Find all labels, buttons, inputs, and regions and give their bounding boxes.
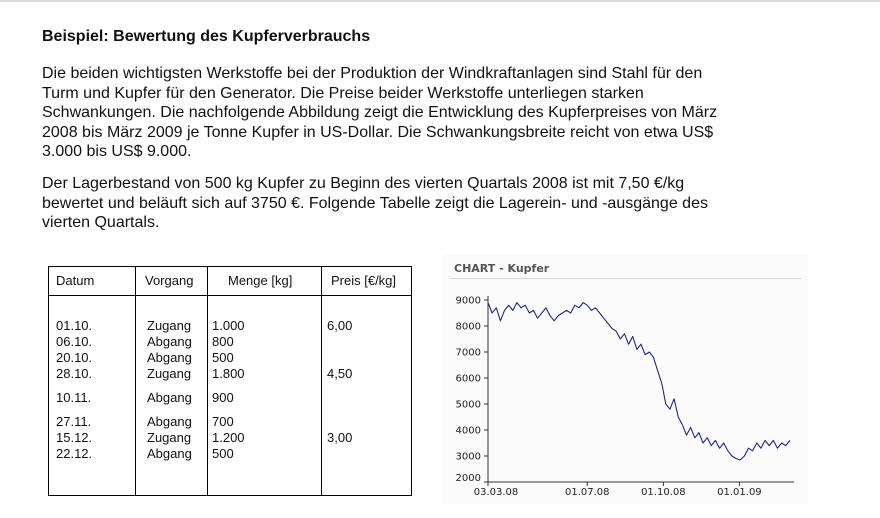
y-tick-label: 2000 <box>455 473 481 484</box>
y-tick-label: 7000 <box>455 347 481 359</box>
cell-vorgang: Abgang <box>147 350 192 365</box>
chart-title: CHART - Kupfer <box>454 262 550 275</box>
cell-vorgang: Abgang <box>147 390 192 405</box>
table-row <box>49 366 411 382</box>
cell-menge: 500 <box>212 350 234 365</box>
cell-vorgang: Abgang <box>147 414 192 429</box>
text-line: bewertet und beläuft sich auf 3750 €. Folgende Tabelle zeigt die Lagerein- und -ausgänge des <box>42 194 708 212</box>
cell-vorgang: Zugang <box>147 366 192 381</box>
table-row <box>49 318 411 334</box>
cell-datum: 15.12. <box>56 430 93 445</box>
text-line: Der Lagerbestand von 500 kg Kupfer zu Beginn des vierten Quartals 2008 ist mit 7,50 €/kg <box>42 175 685 192</box>
x-tick-label: 03.03.08 <box>473 487 519 498</box>
cell-datum: 28.10. <box>56 366 93 381</box>
cell-datum: 01.10. <box>56 318 93 333</box>
table-row <box>49 390 411 406</box>
cell-vorgang: Zugang <box>147 318 192 333</box>
intro-paragraph <box>42 64 842 162</box>
header-preis: Preis [€/kg] <box>331 273 397 289</box>
cell-menge: 500 <box>212 446 234 461</box>
cell-menge: 800 <box>212 334 234 349</box>
section-heading: Beispiel: Bewertung des Kupferverbrauchs <box>42 28 371 45</box>
chart-plot <box>442 254 808 504</box>
header-datum: Datum <box>56 273 95 289</box>
y-tick-label: 3000 <box>455 451 481 463</box>
inventory-paragraph <box>42 174 842 233</box>
table-row <box>49 430 411 446</box>
y-tick-label: 9000 <box>455 295 481 307</box>
cell-datum: 10.11. <box>56 390 92 405</box>
cell-menge: 900 <box>212 390 234 405</box>
cell-vorgang: Zugang <box>147 430 192 445</box>
cell-vorgang: Abgang <box>147 446 192 461</box>
cell-menge: 1.200 <box>212 430 245 445</box>
cell-datum: 20.10. <box>56 350 93 365</box>
price-line-series <box>488 303 790 460</box>
header-menge: Menge [kg] <box>228 273 293 289</box>
y-tick-label: 6000 <box>455 373 481 385</box>
cell-datum: 06.10. <box>56 334 93 349</box>
text-line: Die beiden wichtigsten Werkstoffe bei der Produktion der Windkraftanlagen sind Stahl für den <box>42 65 703 82</box>
x-tick-label: 01.10.08 <box>641 487 686 498</box>
table-row <box>49 334 411 350</box>
cell-preis: 3,00 <box>327 430 353 445</box>
cell-menge: 1.000 <box>212 318 245 333</box>
cell-menge: 700 <box>212 414 234 429</box>
cell-datum: 22.12. <box>56 446 93 461</box>
cell-menge: 1.800 <box>212 366 245 381</box>
x-tick-label: 01.01.09 <box>717 487 762 498</box>
text-line: 2008 bis März 2009 je Tonne Kupfer in US-Dollar. Die Schwankungsbreite reicht von etwa US$ <box>42 123 714 141</box>
table-row <box>49 350 411 366</box>
y-tick-label: 8000 <box>455 321 481 333</box>
x-tick-label: 01.07.08 <box>564 487 610 498</box>
top-divider <box>0 0 880 2</box>
table-row <box>49 414 411 430</box>
text-line: 3.000 bis US$ 9.000. <box>42 143 192 160</box>
text-line: vierten Quartals. <box>42 214 160 231</box>
y-tick-label: 4000 <box>455 425 481 437</box>
y-tick-label: 5000 <box>455 399 481 411</box>
text-line: Schwankungen. Die nachfolgende Abbildung zeigt die Entwicklung des Kupferpreises von März <box>42 104 718 121</box>
cell-preis: 6,00 <box>327 318 353 333</box>
cell-datum: 27.11. <box>56 414 92 429</box>
inventory-table <box>48 266 412 496</box>
copper-price-chart <box>442 254 808 504</box>
text-line: Turm und Kupfer für den Generator. Die Preise beider Werkstoffe unterliegen starken <box>42 84 644 102</box>
header-vorgang: Vorgang <box>145 273 194 289</box>
cell-preis: 4,50 <box>327 366 353 381</box>
cell-vorgang: Abgang <box>147 334 192 349</box>
table-row <box>49 446 411 462</box>
